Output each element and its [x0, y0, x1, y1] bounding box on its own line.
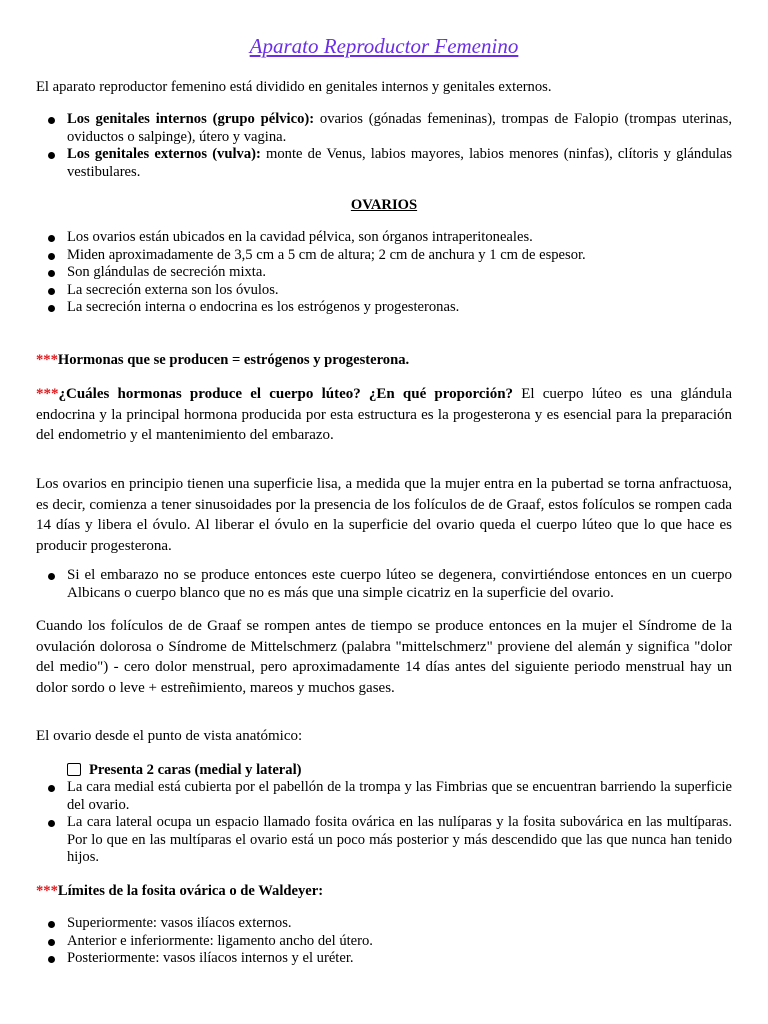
item-text: monte de Venus, labios mayores, labios menores (ninfas), clítoris y glándulas vestibulares. [67, 146, 732, 180]
superficie-paragraph: Los ovarios en principio tienen una superficie lisa, a medida que la mujer entra en la pubertad se torna anfractuosa, es decir, comienza a tener sinusoidades por la presencia de los folículos de de Graaf, estos folículos se rompen cada 14 días y libera el óvulo. Al liberar el óvulo en la superficie del ovario queda el cuerpo lúteo que lo que hace es producir progesterona. [36, 476, 732, 554]
asterisks-marker: *** [36, 883, 58, 899]
list-item: Superiormente: vasos ilíacos externos. [36, 915, 732, 933]
list-item: Son glándulas de secreción mixta. [36, 264, 732, 282]
list-item: Los ovarios están ubicados en la cavidad pélvica, son órganos intraperitoneales. [36, 229, 732, 247]
cuerpo-luteo-question: ¿Cuáles hormonas produce el cuerpo lúteo? ¿En qué proporción? [58, 386, 514, 402]
intro-paragraph: El aparato reproductor femenino está dividido en genitales internos y genitales externos. [36, 79, 552, 95]
list-item: Si el embarazo no se produce entonces este cuerpo lúteo se degenera, convirtiéndose entonces en un cuerpo Albicans o cuerpo blanco que no es más que una simple cicatriz en la superficie del ovario. [36, 567, 732, 602]
checkbox-icon [67, 763, 81, 776]
asterisks-marker: *** [36, 386, 59, 402]
mittelschmerz-paragraph: Cuando los folículos de de Graaf se rompen antes de tiempo se produce entonces en la mujer el Síndrome de la ovulación dolorosa o Síndrome de Mittelschmerz (palabra "mittelschmerz" proviene del alemán y significa "dolor del medio") - cero dolor menstrual, pero aproximadamente 14 días antes del siguiente periodo menstrual hay un dolor sordo o leve + estreñimiento, mareos y muchos gases. [36, 618, 732, 696]
item-label: Los genitales externos (vulva): [67, 146, 261, 162]
list-item: La secreción externa son los óvulos. [36, 282, 732, 300]
ovarios-heading: OVARIOS [350, 197, 418, 213]
cuerpo-luteo-paragraph [36, 384, 732, 446]
list-item [36, 111, 732, 146]
list-item: La cara lateral ocupa un espacio llamado fosita ovárica en las nulíparas y la fosita subovárica en las multíparas. Por lo que en las multíparas el ovario está un poco más posterior y más descendido que las que nunca han tenido hijos. [36, 814, 732, 867]
asterisks-marker: *** [36, 352, 58, 368]
hormonas-text: Hormonas que se producen = estrógenos y progesterona. [57, 352, 410, 368]
list-item: Miden aproximadamente de 3,5 cm a 5 cm de altura; 2 cm de anchura y 1 cm de espesor. [36, 247, 732, 265]
list-item: Anterior e inferiormente: ligamento ancho del útero. [36, 933, 732, 951]
limites-list [36, 915, 732, 968]
list-item [36, 146, 732, 181]
embarazo-list [36, 567, 732, 602]
anatomico-intro: El ovario desde el punto de vista anatómico: [36, 728, 303, 744]
caras-label: Presenta 2 caras (medial y lateral) [89, 762, 302, 778]
list-item: La secreción interna o endocrina es los estrógenos y progesteronas. [36, 299, 732, 317]
item-label: Los genitales internos (grupo pélvico): [67, 111, 315, 127]
list-item: La cara medial está cubierta por el pabellón de la trompa y las Fimbrias que se encuentran barriendo la superficie del ovario. [36, 779, 732, 814]
page-title: Aparato Reproductor Femenino [249, 34, 519, 58]
cuerpo-luteo-answer: El cuerpo lúteo es una glándula endocrina y la principal hormona producida por esta estructura es la progesterona y es esencial para la preparación del endometrio y el mantenimiento del embarazo. [36, 386, 733, 443]
caras-list [36, 779, 732, 867]
ovarios-list [36, 229, 732, 317]
genitales-list [36, 111, 732, 181]
hormonas-line [36, 352, 732, 370]
list-item: Posteriormente: vasos ilíacos internos y el uréter. [36, 950, 732, 968]
limites-line [36, 883, 732, 901]
caras-heading [67, 762, 732, 780]
item-text: ovarios (gónadas femeninas), trompas de Falopio (trompas uterinas, oviductos o salpinge), útero y vagina. [67, 111, 732, 145]
limites-text: Límites de la fosita ovárica o de Waldeyer: [57, 883, 324, 899]
